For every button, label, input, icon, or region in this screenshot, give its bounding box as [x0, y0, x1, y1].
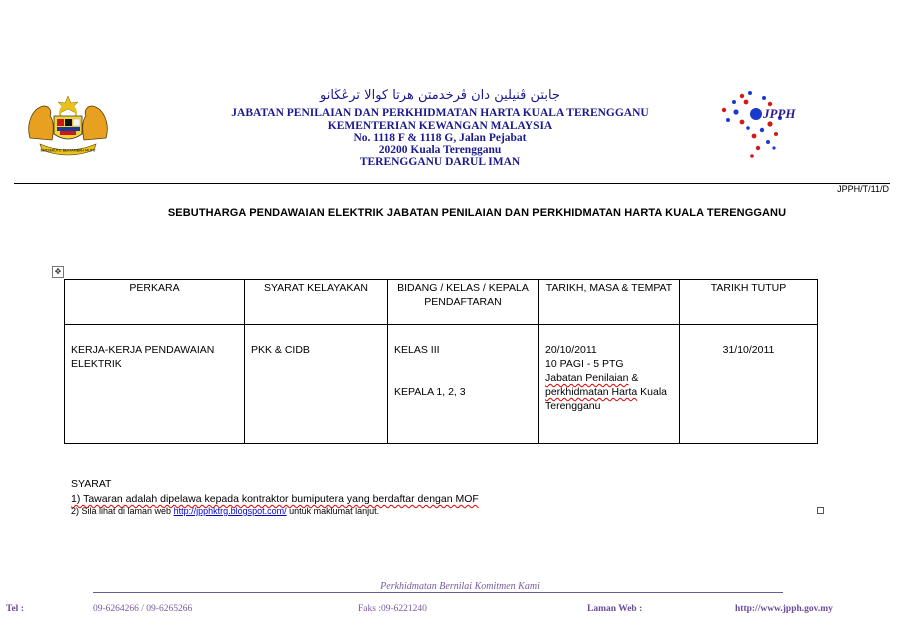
- column-header-bidang: BIDANG / KELAS / KEPALA PENDAFTARAN: [388, 280, 539, 325]
- tempat-line-1: Jabatan Penilaian &: [545, 372, 639, 384]
- kepala-text: KEPALA 1, 2, 3: [394, 386, 466, 398]
- malaysia-coat-of-arms-icon: [24, 94, 112, 158]
- syarat-item-2: 2) Sila lihat di laman web http://jpphktrg.blogspot.com/ untuk maklumat lanjut.: [71, 506, 380, 516]
- paragraph-mark-icon: [817, 507, 824, 514]
- jpph-logo-icon: [718, 88, 808, 166]
- state-name: TERENGGANU DARUL IMAN: [359, 156, 521, 168]
- table-header-row: [65, 280, 818, 325]
- ministry-name: KEMENTERIAN KEWANGAN MALAYSIA: [327, 120, 553, 132]
- tarikh-text: 20/10/2011: [545, 344, 597, 356]
- footer-tel-label: Tel :: [6, 604, 24, 614]
- cell-bidang: [388, 325, 539, 444]
- column-header-tarikh: TARIKH, MASA & TEMPAT: [539, 280, 680, 325]
- blog-link[interactable]: http://jpphktrg.blogspot.com/: [173, 506, 287, 516]
- reference-number: JPPH/T/11/D: [837, 184, 889, 194]
- masa-text: 10 PAGI - 5 PTG: [545, 358, 624, 370]
- cell-perkara: KERJA-KERJA PENDAWAIAN ELEKTRIK: [65, 325, 245, 444]
- table-row: [65, 325, 818, 444]
- document-title: SEBUTHARGA PENDAWAIAN ELEKTRIK JABATAN PENILAIAN DAN PERKHIDMATAN HARTA KUALA TERENGGANU: [167, 207, 787, 219]
- footer-divider: [93, 592, 783, 593]
- table-move-handle-icon[interactable]: ✥: [52, 266, 64, 278]
- footer-tel-value: 09-6264266 / 09-6265266: [93, 604, 193, 614]
- agency-name-jawi: جابتن ڤنيلين دان ڤرخدمتن هرتا كوالا ترڠڬانو: [320, 88, 560, 103]
- footer-faks: Faks :09-6221240: [358, 604, 427, 614]
- column-header-tutup: TARIKH TUTUP: [680, 280, 818, 325]
- tempat-line-2: perkhidmatan Harta Kuala Terengganu: [545, 386, 667, 412]
- header-divider: [14, 183, 890, 184]
- footer-web-label: Laman Web :: [587, 604, 643, 614]
- syarat-heading: SYARAT: [71, 478, 112, 490]
- tender-table: [64, 279, 818, 444]
- footer-motto: Perkhidmatan Bernilai Komitmen Kami: [380, 581, 540, 592]
- column-header-perkara: PERKARA: [65, 280, 245, 325]
- cell-tutup: 31/10/2011: [680, 325, 818, 444]
- cell-tarikh: [539, 325, 680, 444]
- address-line-2: 20200 Kuala Terengganu: [378, 144, 502, 156]
- agency-name: JABATAN PENILAIAN DAN PERKHIDMATAN HARTA KUALA TERENGGANU: [231, 107, 649, 119]
- svg-text:BERSEKUTU BERTAMBAH MUTU: BERSEKUTU BERTAMBAH MUTU: [40, 148, 96, 153]
- syarat-item-1: 1) Tawaran adalah dipelawa kepada kontraktor bumiputera yang berdaftar dengan MOF: [71, 493, 479, 505]
- footer-web-value[interactable]: http://www.jpph.gov.my: [735, 604, 833, 614]
- kelas-text: KELAS III: [394, 344, 440, 356]
- svg-text:JPPH: JPPH: [763, 106, 796, 121]
- address-line-1: No. 1118 F & 1118 G, Jalan Pejabat: [353, 132, 527, 144]
- cell-syarat: PKK & CIDB: [245, 325, 388, 444]
- column-header-syarat: SYARAT KELAYAKAN: [245, 280, 388, 325]
